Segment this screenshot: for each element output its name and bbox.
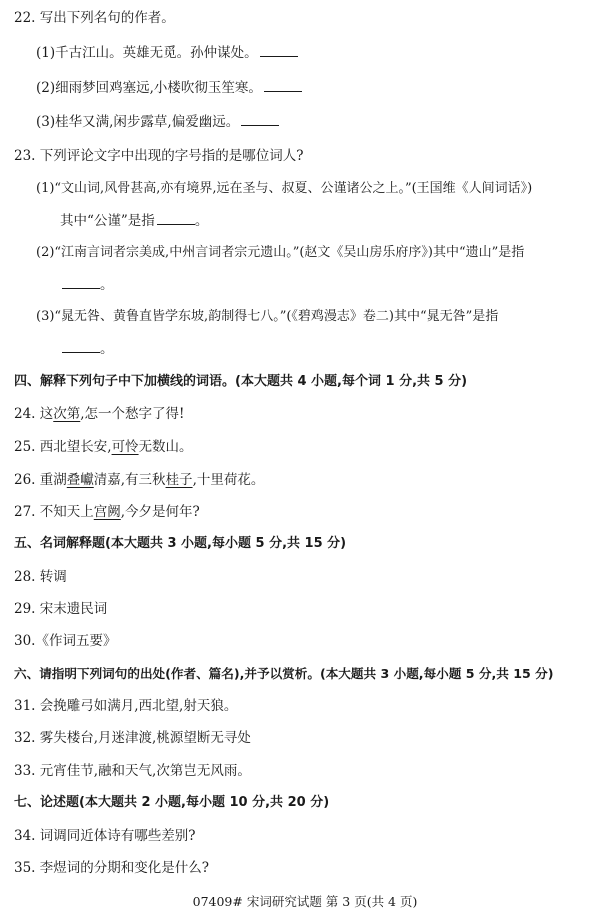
q22-item-1: (1)千古江山。英雄无觅。孙仲谋处。 bbox=[36, 44, 298, 62]
q23-item-3-line-1: (3)“晁无咎、黄鲁直皆学东坡,韵制得七八。”(《碧鸡漫志》卷二)其中“晁无咎”是指 bbox=[36, 309, 499, 324]
q23-item-1-line-2: 其中“公谨”是指 。 bbox=[60, 213, 209, 229]
q34: 34. 词调同近体诗有哪些差别? bbox=[14, 828, 196, 844]
answer-blank bbox=[264, 79, 302, 92]
section-7-heading: 七、论述题(本大题共 2 小题,每小题 10 分,共 20 分) bbox=[14, 795, 330, 810]
answer-blank bbox=[62, 340, 100, 353]
q30: 30.《作词五要》 bbox=[14, 633, 117, 649]
answer-blank bbox=[241, 113, 279, 126]
q31: 31. 会挽雕弓如满月,西北望,射天狼。 bbox=[14, 698, 238, 714]
q23-item-3-line-2: 。 bbox=[60, 340, 114, 358]
page-footer: 07409# 宋词研究试题 第 3 页(共 4 页) bbox=[192, 894, 418, 909]
q23-item-1-line-1: (1)“文山词,风骨甚高,亦有境界,远在圣与、叔夏、公谨诸公之上。”(王国维《人间词话》) bbox=[36, 181, 533, 196]
q32: 32. 雾失楼台,月迷津渡,桃源望断无寻处 bbox=[14, 730, 251, 746]
answer-blank bbox=[62, 276, 100, 289]
q23-item-2-line-2: 。 bbox=[60, 276, 114, 294]
q26: 26. 重湖叠巘清嘉,有三秋桂子,十里荷花。 bbox=[14, 472, 265, 488]
q22-title: 22. 写出下列名句的作者。 bbox=[14, 10, 175, 26]
section-4-heading: 四、解释下列句子中下加横线的词语。(本大题共 4 小题,每个词 1 分,共 5 分) bbox=[14, 374, 468, 389]
answer-blank bbox=[260, 44, 298, 57]
q28: 28. 转调 bbox=[14, 569, 67, 585]
q23-item-2-line-1: (2)“江南言词者宗美成,中州言词者宗元遗山。”(赵文《吴山房乐府序》)其中“遗山”是指 bbox=[36, 245, 525, 260]
q27: 27. 不知天上宫阙,今夕是何年? bbox=[14, 504, 200, 520]
q25: 25. 西北望长安,可怜无数山。 bbox=[14, 439, 193, 455]
q35: 35. 李煜词的分期和变化是什么? bbox=[14, 860, 209, 876]
q24: 24. 这次第,怎一个愁字了得! bbox=[14, 406, 185, 422]
q23-title: 23. 下列评论文字中出现的字号指的是哪位词人? bbox=[14, 148, 304, 164]
q29: 29. 宋末遗民词 bbox=[14, 601, 108, 617]
q22-item-3: (3)桂华又满,闲步露草,偏爱幽远。 bbox=[36, 113, 279, 131]
q33: 33. 元宵佳节,融和天气,次第岂无风雨。 bbox=[14, 763, 251, 779]
answer-blank bbox=[157, 212, 195, 225]
section-5-heading: 五、名词解释题(本大题共 3 小题,每小题 5 分,共 15 分) bbox=[14, 536, 347, 551]
section-6-heading: 六、请指明下列词句的出处(作者、篇名),并予以赏析。(本大题共 3 小题,每小题 5 分,共 15 分) bbox=[14, 666, 554, 681]
q22-item-2: (2)细雨梦回鸡塞远,小楼吹彻玉笙寒。 bbox=[36, 79, 302, 97]
